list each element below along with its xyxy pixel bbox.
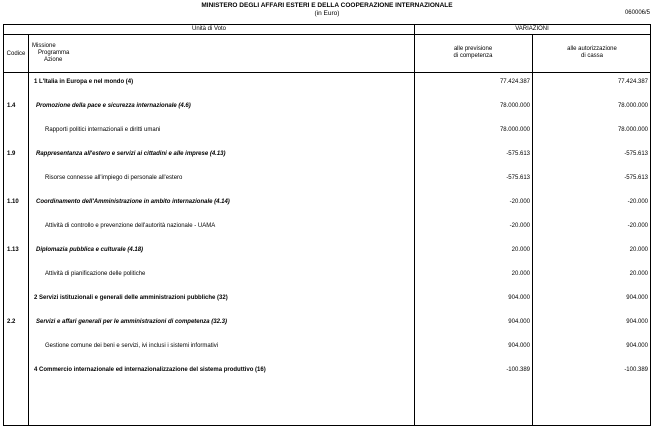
row-competenza: 20.000 [511, 271, 530, 277]
row-description: Rapporti politici internazionali e diritti umani [45, 127, 161, 133]
header-azione: Azione [44, 57, 63, 63]
table-row [4, 340, 650, 352]
row-cassa: -20.000 [627, 199, 648, 205]
table-row [4, 76, 650, 88]
row-competenza: -20.000 [509, 223, 530, 229]
row-cassa: 904.000 [626, 343, 648, 349]
row-description: Attività di pianificazione delle politiche [45, 271, 146, 277]
table-row [4, 316, 650, 328]
row-description: Risorse connesse all'impiego di personale all'estero [45, 175, 183, 181]
budget-table [3, 24, 651, 426]
row-competenza: -575.613 [506, 151, 530, 157]
header-competenza: alle previsione di competenza [453, 46, 493, 59]
row-cassa: -20.000 [627, 223, 648, 229]
header-missione: Missione [32, 43, 56, 49]
row-competenza: -575.613 [506, 175, 530, 181]
row-description: 4 Commercio internazionale ed internazionalizzazione del sistema produttivo (16) [34, 367, 266, 373]
row-code: 1.13 [7, 247, 19, 253]
row-description: 1 L'Italia in Europa e nel mondo (4) [34, 79, 134, 85]
row-competenza: 904.000 [508, 319, 530, 325]
row-competenza: 904.000 [508, 295, 530, 301]
table-row [4, 244, 650, 256]
header-programma: Programma [38, 50, 70, 56]
row-description: Coordinamento dell'Amministrazione in ambito internazionale (4.14) [36, 199, 230, 205]
table-row [4, 220, 650, 232]
row-cassa: 904.000 [626, 295, 648, 301]
header-cassa: alle autorizzazione di cassa [567, 46, 617, 59]
document-code: 060006/5 [624, 10, 650, 16]
row-cassa: -100.389 [624, 367, 648, 373]
row-competenza: 78.000.000 [499, 127, 530, 133]
row-cassa: -575.613 [624, 175, 648, 181]
row-cassa: 20.000 [629, 247, 648, 253]
row-description: Servizi e affari generali per le amministrazioni di competenza (32.3) [36, 319, 227, 325]
row-code: 1.4 [7, 103, 16, 109]
row-cassa: 78.000.000 [617, 127, 648, 133]
row-description: 2 Servizi istituzionali e generali delle amministrazioni pubbliche (32) [34, 295, 228, 301]
row-competenza: 20.000 [511, 247, 530, 253]
document-title: MINISTERO DEGLI AFFARI ESTERI E DELLA COOPERAZIONE INTERNAZIONALE [201, 2, 453, 9]
table-row [4, 196, 650, 208]
header-divider-top [4, 34, 650, 35]
header-variazioni: VARIAZIONI [515, 26, 549, 32]
row-code: 1.9 [7, 151, 16, 157]
row-competenza: 78.000.000 [499, 103, 530, 109]
row-description: Attività di controllo e prevenzione dell'autorità nazionale - UAMA [45, 223, 216, 229]
row-cassa: 904.000 [626, 319, 648, 325]
table-row [4, 364, 650, 376]
table-row [4, 100, 650, 112]
row-competenza: -20.000 [509, 199, 530, 205]
table-row [4, 148, 650, 160]
row-competenza: 77.424.387 [499, 79, 530, 85]
row-cassa: 78.000.000 [617, 103, 648, 109]
row-description: Diplomazia pubblica e culturale (4.18) [36, 247, 144, 253]
table-row [4, 292, 650, 304]
table-row [4, 172, 650, 184]
row-code: 2.2 [7, 319, 16, 325]
row-description: Gestione comune dei beni e servizi, ivi inclusi i sistemi informativi [45, 343, 219, 349]
row-competenza: 904.000 [508, 343, 530, 349]
header-divider-bottom [4, 72, 650, 73]
row-description: Promozione della pace e sicurezza internazionale (4.6) [36, 103, 191, 109]
header-codice: Codice [6, 51, 26, 57]
document-subtitle: (in Euro) [314, 10, 340, 17]
table-row [4, 124, 650, 136]
table-row [4, 268, 650, 280]
row-cassa: 20.000 [629, 271, 648, 277]
row-description: Rappresentanza all'estero e servizi ai cittadini e alle imprese (4.13) [36, 151, 226, 157]
header-unita-di-voto: Unità di Voto [191, 26, 227, 32]
row-cassa: -575.613 [624, 151, 648, 157]
row-competenza: -100.389 [506, 367, 530, 373]
row-code: 1.10 [7, 199, 19, 205]
row-cassa: 77.424.387 [617, 79, 648, 85]
